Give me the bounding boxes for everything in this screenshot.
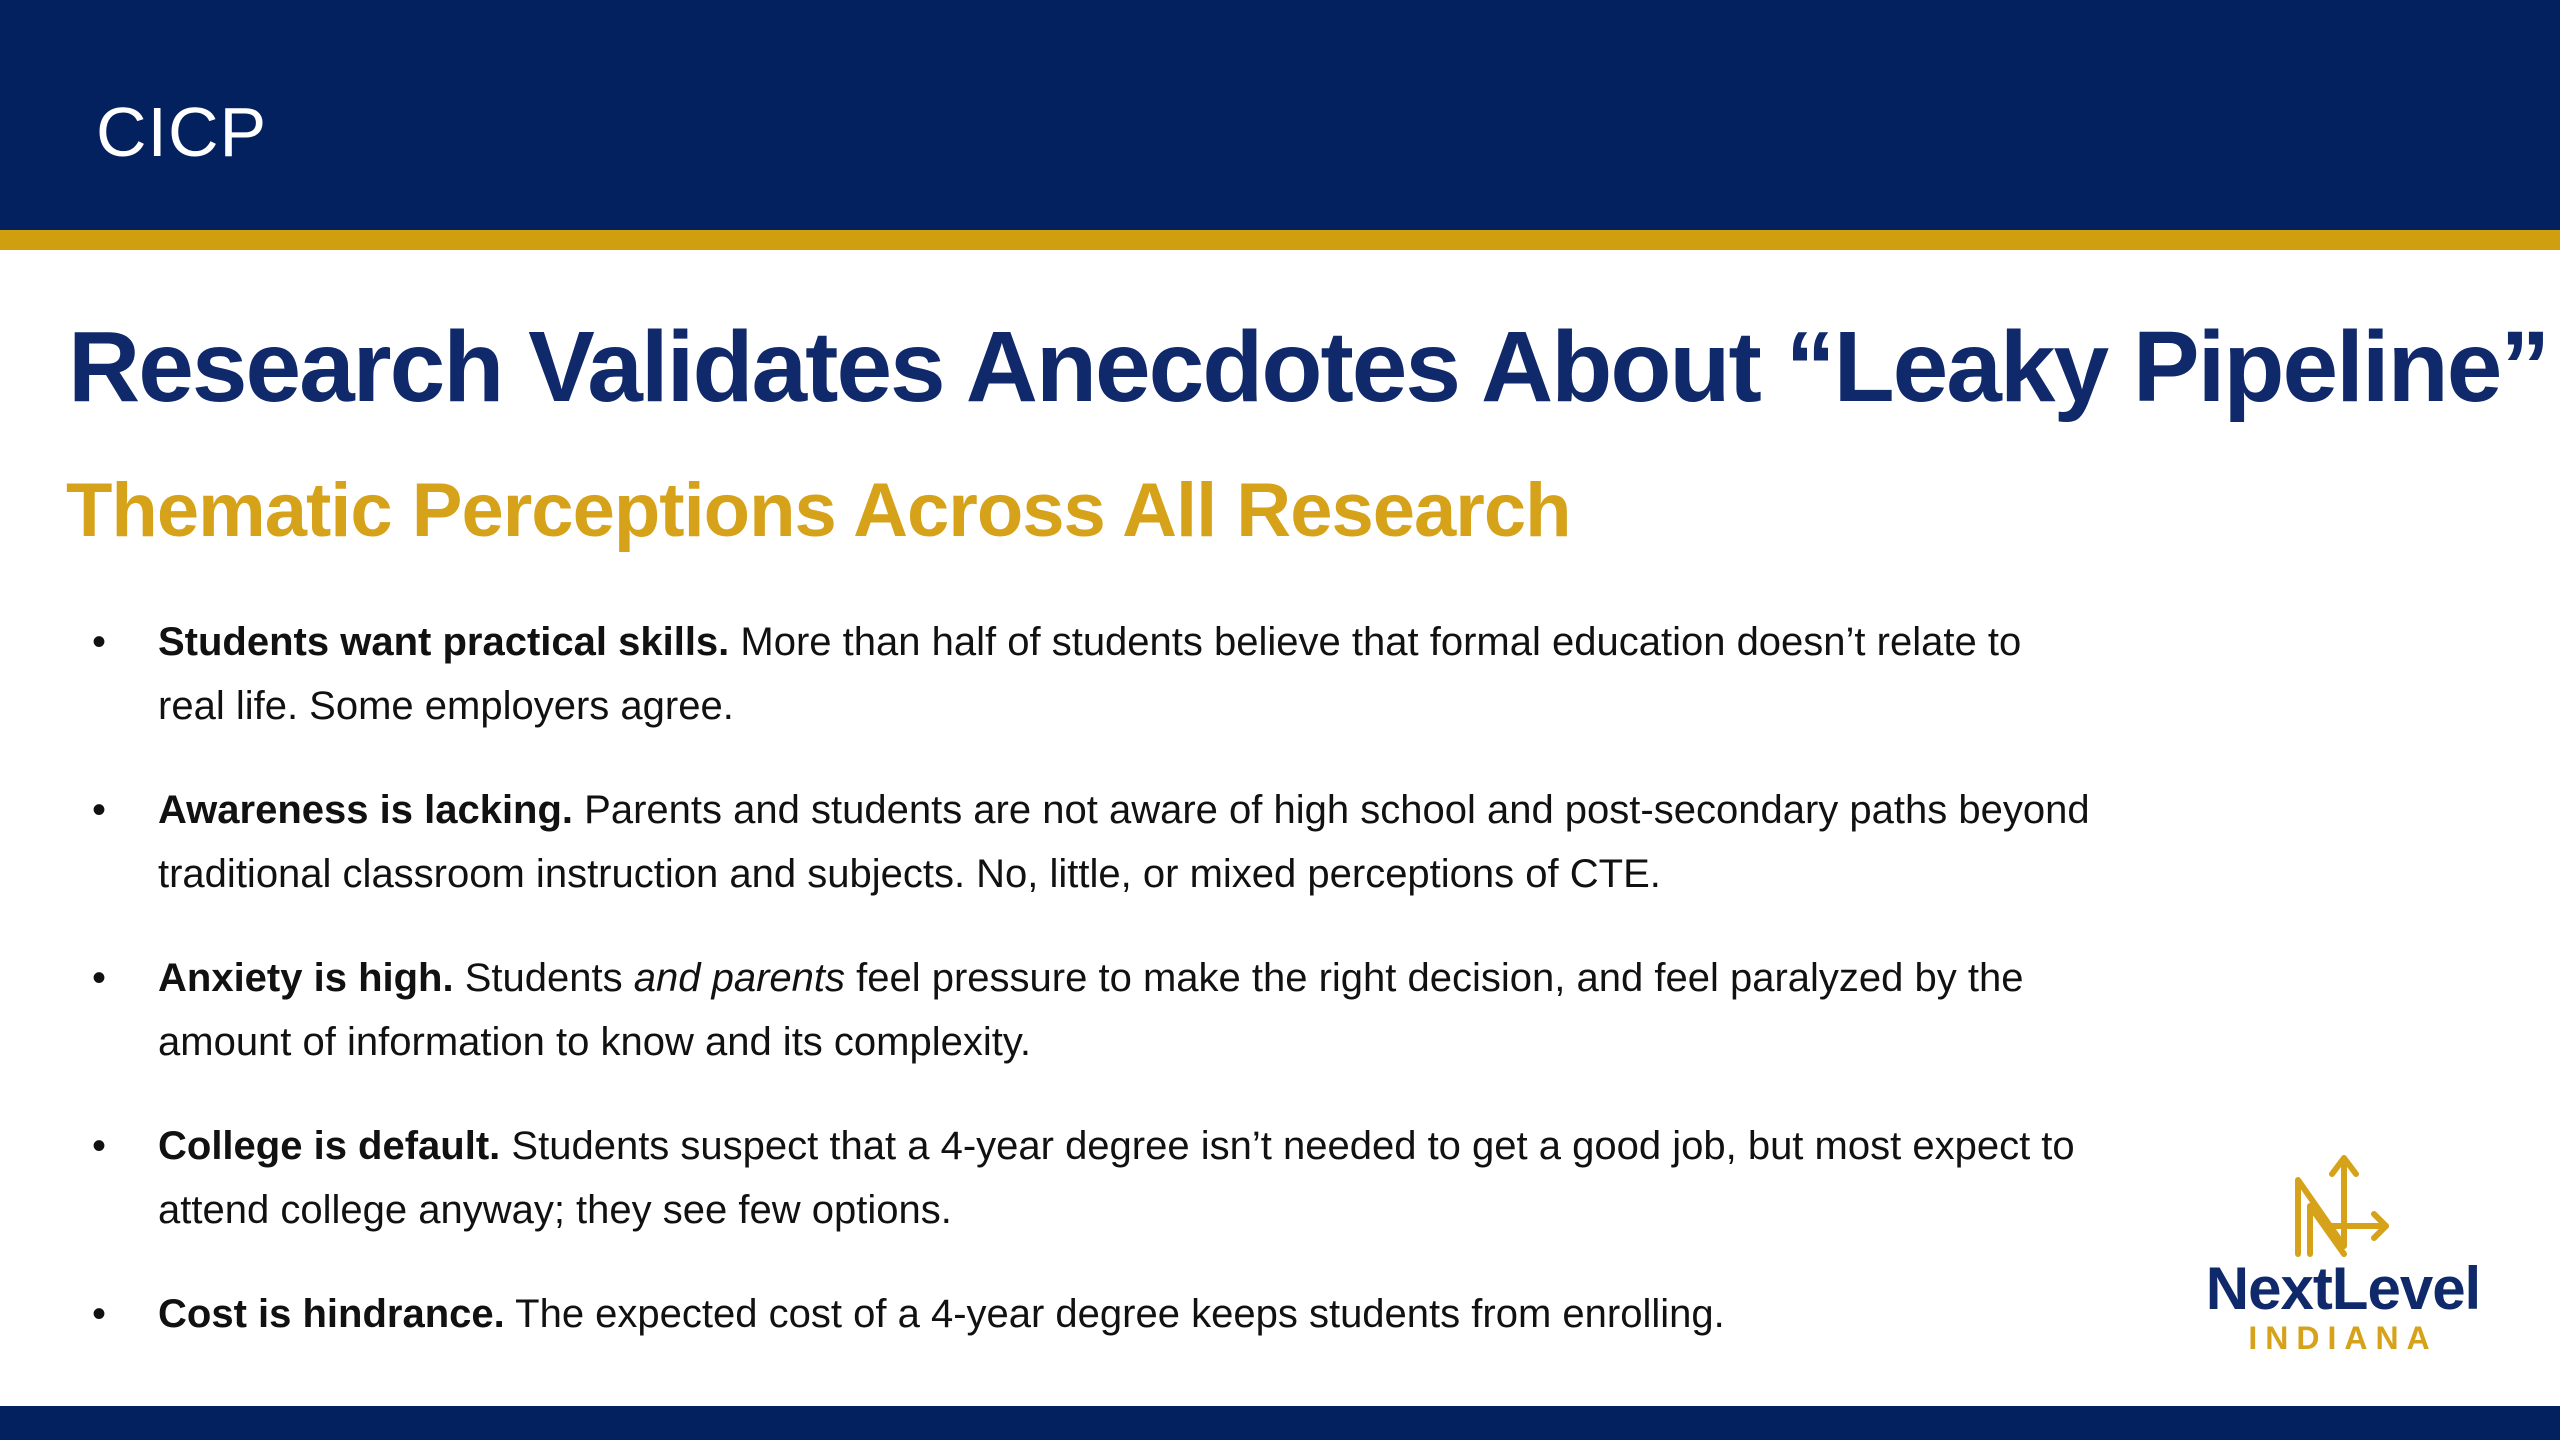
bullet-lead: Awareness is lacking. [158,788,574,832]
bullet-dot: • [92,1124,107,1168]
bullet-item-practical-skills [92,610,2092,738]
header-bar [0,0,2560,230]
bullet-text-before: Students [453,956,634,1000]
bullet-lead: Anxiety is high. [158,956,454,1000]
bullet-text: Parents and students are not aware of high school and post-secondary paths beyond traditional classroom instruction and subjects. No, little, or mixed perceptions of CTE. [158,788,2090,896]
logo-state: INDIANA [2248,1320,2438,1356]
bullet-dot: • [92,620,107,664]
nextlevel-indiana-logo [2178,1150,2508,1360]
bullet-item-awareness [92,778,2092,906]
bullet-text-after: feel pressure to make the right decision, and feel paralyzed by the amount of information to know and its complexity. [158,956,2024,1064]
bullet-text: Students suspect that a 4-year degree isn’t needed to get a good job, but most expect to attend college anyway; they see few options. [158,1124,2075,1232]
bullet-item-cost [92,1282,2092,1346]
bullet-lead: Students want practical skills. [158,620,730,664]
footer-bar [0,1406,2560,1440]
bullet-dot: • [92,1292,107,1336]
bullet-list [92,610,2092,1386]
bullet-lead: Cost is hindrance. [158,1292,505,1336]
slide-subtitle: Thematic Perceptions Across All Research [66,468,1571,553]
bullet-dot: • [92,788,107,832]
bullet-text: The expected cost of a 4-year degree keeps students from enrolling. [504,1292,1725,1336]
accent-stripe [0,230,2560,250]
bullet-lead: College is default. [158,1124,501,1168]
bullet-item-college-default [92,1114,2092,1242]
bullet-item-anxiety [92,946,2092,1074]
bullet-dot: • [92,956,107,1000]
slide-title: Research Validates Anecdotes About “Leaky Pipeline” [68,311,2549,423]
header-label: CICP [96,93,268,171]
logo-wordmark: NextLevel [2205,1255,2481,1322]
bullet-text: More than half of students believe that formal education doesn’t relate to real life. Some employers agree. [158,620,2022,728]
bullet-text-emphasis: and parents [633,956,846,1000]
nextlevel-n-arrow-icon [2288,1150,2398,1260]
